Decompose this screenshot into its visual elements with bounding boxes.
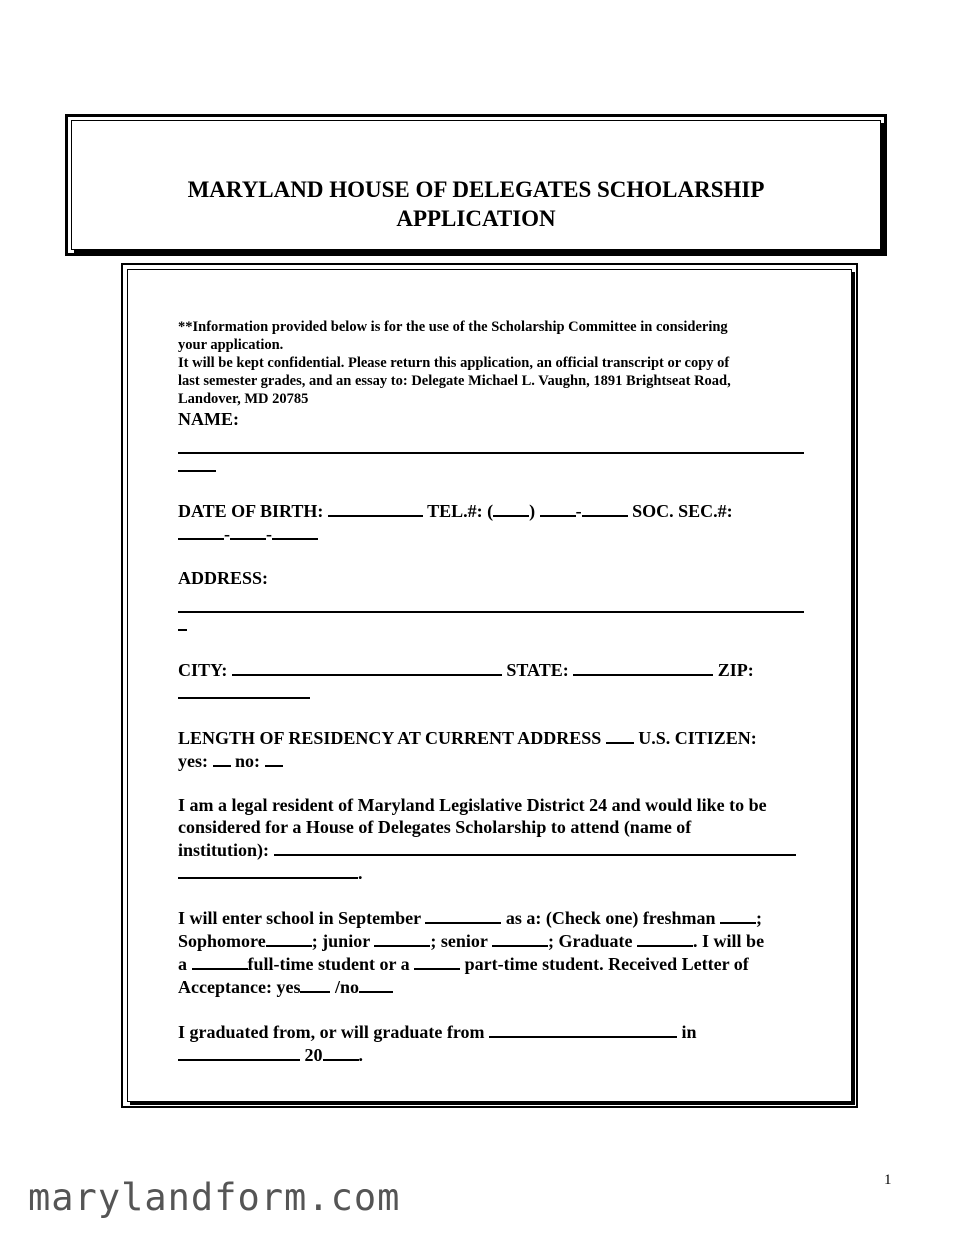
ssn-part3-input[interactable] [272,522,318,540]
graduate-label: ; Graduate [548,931,633,951]
in-label: in [681,1022,697,1042]
september-year-input[interactable] [425,906,501,924]
intro-line-4: last semester grades, and an essay to: Delegate Michael L. Vaughn, 1891 Brightseat Road, [178,373,731,389]
address-input-cont[interactable] [178,613,187,631]
parttime-input[interactable] [414,952,460,970]
institution-label: institution): [178,840,270,860]
acceptance-no-input[interactable] [359,975,393,993]
title-line-2: APPLICATION [396,206,556,231]
sophomore-label: Sophomore [178,931,266,951]
tel-number-input[interactable] [582,499,628,517]
will-be-text: . I will be [693,931,765,951]
junior-input[interactable] [374,929,430,947]
parttime-label: part-time student. Received Letter of [464,954,749,974]
page-title [68,175,884,233]
resident-paragraph [178,794,804,884]
graduation-paragraph [178,1020,804,1066]
intro-line-5: Landover, MD 20785 [178,391,309,407]
citizen-no-label: no: [235,751,261,771]
ssn-part1-input[interactable] [178,522,224,540]
tel-dash: - [575,501,582,521]
junior-label: ; junior [311,931,370,951]
tel-area-input[interactable] [493,499,529,517]
form-content [178,318,804,1066]
acceptance-yes-input[interactable] [300,975,330,993]
state-input[interactable] [573,658,713,676]
address-field [178,567,804,636]
residency-label: LENGTH OF RESIDENCY AT CURRENT ADDRESS [178,728,602,748]
resident-text-2: considered for a House of Delegates Scholarship to attend (name of [178,817,692,837]
state-label: STATE: [506,660,569,680]
institution-period: . [358,863,363,883]
tel-open: ( [487,501,494,521]
ssn-dash-2: - [266,524,272,544]
citizen-yes-input[interactable] [213,749,231,767]
watermark: marylandform.com [28,1176,401,1219]
freshman-semicolon: ; [755,908,762,928]
address-input[interactable] [178,589,804,613]
name-label: NAME: [178,409,239,429]
acceptance-yes-label: Acceptance: yes [178,977,301,997]
city-label: CITY: [178,660,228,680]
year-prefix: 20 [304,1045,323,1065]
resident-text-1: I am a legal resident of Maryland Legislative District 24 and would like to be [178,795,767,815]
tel-close: ) [529,501,536,521]
tel-prefix-input[interactable] [540,499,576,517]
citizen-yes-label: yes: [178,751,208,771]
dob-row [178,499,804,545]
ssn-dash-1: - [224,524,230,544]
graduation-month-input[interactable] [178,1043,300,1061]
city-row [178,658,804,704]
fulltime-input[interactable] [192,952,248,970]
residency-input[interactable] [606,726,634,744]
intro-text [178,318,804,408]
ssn-part2-input[interactable] [230,522,266,540]
graduated-text: I graduated from, or will graduate from [178,1022,485,1042]
name-input-cont[interactable] [178,454,216,472]
citizen-no-input[interactable] [265,749,283,767]
graduate-input[interactable] [637,929,693,947]
graduation-year-input[interactable] [323,1043,359,1061]
page-number: 1 [884,1172,892,1188]
graduation-period: . [358,1045,363,1065]
sophomore-input[interactable] [266,929,312,947]
institution-input-cont[interactable] [178,861,358,879]
title-box [65,114,887,256]
senior-label: ; senior [430,931,488,951]
senior-input[interactable] [492,929,548,947]
residency-row [178,726,804,772]
enter-text-2: as a: (Check one) freshman [505,908,716,928]
name-field [178,408,804,477]
freshman-input[interactable] [720,906,756,924]
title-line-1: MARYLAND HOUSE OF DELEGATES SCHOLARSHIP [187,177,765,202]
dob-label: DATE OF BIRTH: [178,501,324,521]
citizen-label: U.S. CITIZEN: [638,728,757,748]
name-input[interactable] [178,430,804,454]
dob-input[interactable] [328,499,423,517]
tel-label: TEL.#: [427,501,483,521]
address-label: ADDRESS: [178,568,269,588]
zip-input[interactable] [178,681,310,699]
zip-label: ZIP: [717,660,754,680]
graduated-school-input[interactable] [489,1020,677,1038]
enrollment-paragraph [178,906,804,998]
intro-line-2: your application. [178,337,284,353]
institution-input[interactable] [274,838,796,856]
a-label: a [178,954,187,974]
fulltime-label: full-time student or a [247,954,410,974]
ssn-label: SOC. SEC.#: [632,501,733,521]
intro-line-1: **Information provided below is for the use of the Scholarship Committee in considering [178,319,728,335]
acceptance-no-label: /no [334,977,359,997]
intro-line-3: It will be kept confidential. Please return this application, an official transcript or copy of [178,355,730,371]
enter-text-1: I will enter school in September [178,908,421,928]
city-input[interactable] [232,658,502,676]
